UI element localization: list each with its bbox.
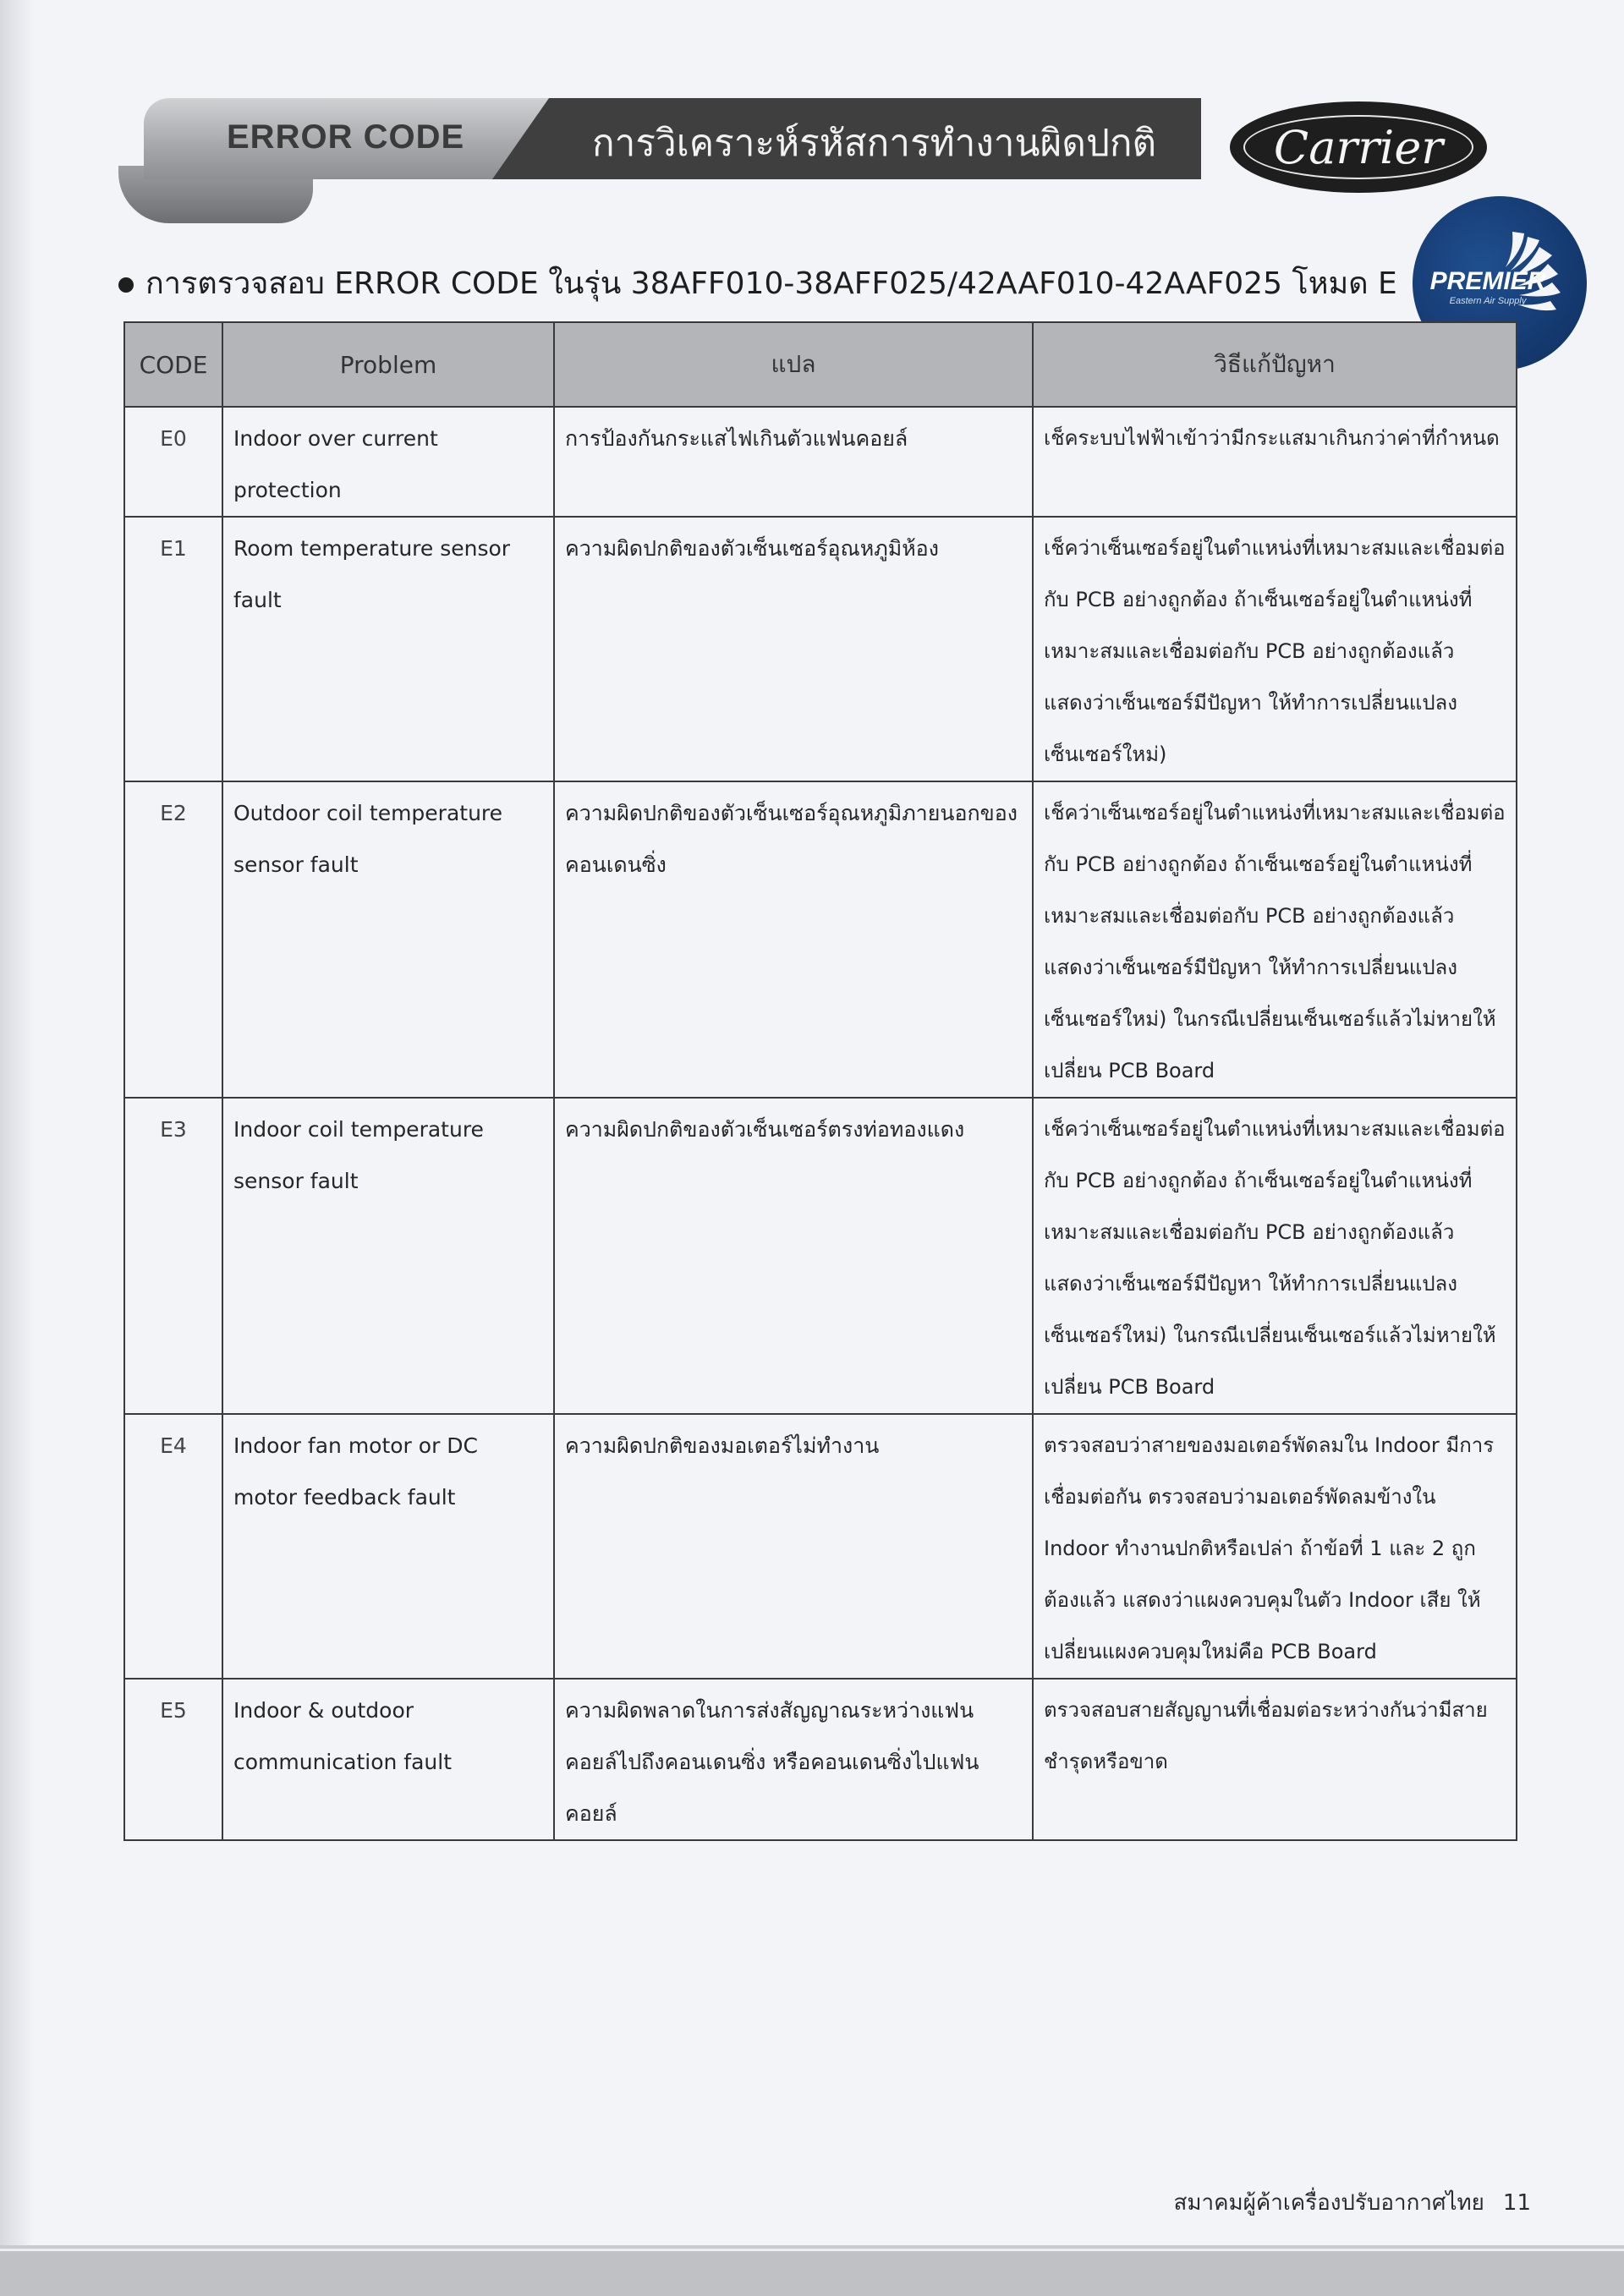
carrier-logo-ring	[1243, 115, 1473, 179]
page-footer	[1100, 2185, 1531, 2219]
column-header-problem: Problem	[222, 322, 554, 407]
banner-title: การวิเคราะห์รหัสการทำงานผิดปกติ	[592, 122, 1157, 165]
bullet-icon	[118, 277, 134, 293]
section-heading	[118, 259, 1397, 310]
table-row	[124, 1679, 1517, 1840]
solution-cell: เช็คว่าเซ็นเซอร์อยู่ในตำแหน่งที่เหมาะสมและเชื่อมต่อกับ PCB อย่างถูกต้อง ถ้าเซ็นเซอร์อยู่ในตำแหน่งที่เหมาะสมและเชื่อมต่อกับ PCB อย่างถูกต้องแล้ว แสดงว่าเซ็นเซอร์มีปัญหา ให้ทำการเปลี่ยนแปลงเซ็นเซอร์ใหม่)	[1033, 517, 1517, 781]
problem-cell: Indoor fan motor or DC motor feedback fault	[222, 1414, 554, 1679]
translation-cell: ความผิดปกติของมอเตอร์ไม่ทำงาน	[554, 1414, 1033, 1679]
solution-cell: ตรวจสอบสายสัญญานที่เชื่อมต่อระหว่างกันว่ามีสายชำรุดหรือขาด	[1033, 1679, 1517, 1840]
table-header-row	[124, 322, 1517, 407]
problem-cell: Indoor coil temperature sensor fault	[222, 1098, 554, 1414]
column-header-solution: วิธีแก้ปัญหา	[1033, 322, 1517, 407]
solution-cell: ตรวจสอบว่าสายของมอเตอร์พัดลมใน Indoor มีการเชื่อมต่อกัน ตรวจสอบว่ามอเตอร์พัดลมข้างใน Indoor ทำงานปกติหรือเปล่า ถ้าข้อที่ 1 และ 2 ถูกต้องแล้ว แสดงว่าแผงควบคุมในตัว Indoor เสีย ให้เปลี่ยนแผงควบคุมใหม่คือ PCB Board	[1033, 1414, 1517, 1679]
premier-logo-name: PREMIER	[1429, 267, 1546, 295]
solution-cell: เช็คว่าเซ็นเซอร์อยู่ในตำแหน่งที่เหมาะสมและเชื่อมต่อกับ PCB อย่างถูกต้อง ถ้าเซ็นเซอร์อยู่ในตำแหน่งที่เหมาะสมและเชื่อมต่อกับ PCB อย่างถูกต้องแล้ว แสดงว่าเซ็นเซอร์มีปัญหา ให้ทำการเปลี่ยนแปลงเซ็นเซอร์ใหม่) ในกรณีเปลี่ยนเซ็นเซอร์แล้วไม่หายให้เปลี่ยน PCB Board	[1033, 1098, 1517, 1414]
translation-cell: ความผิดพลาดในการส่งสัญญาณระหว่างแฟนคอยล์ไปถึงคอนเดนซิ่ง หรือคอนเดนซิ่งไปแฟนคอยล์	[554, 1679, 1033, 1840]
solution-cell: เช็คระบบไฟฟ้าเข้าว่ามีกระแสมาเกินกว่าค่าที่กำหนด	[1033, 407, 1517, 517]
carrier-logo-text: Carrier	[1273, 120, 1444, 174]
table-row	[124, 407, 1517, 517]
error-code-table	[123, 321, 1517, 1841]
table-row	[124, 1414, 1517, 1679]
banner-label: ERROR CODE	[227, 118, 465, 156]
table-row	[124, 1098, 1517, 1414]
solution-cell: เช็คว่าเซ็นเซอร์อยู่ในตำแหน่งที่เหมาะสมและเชื่อมต่อกับ PCB อย่างถูกต้อง ถ้าเซ็นเซอร์อยู่ในตำแหน่งที่เหมาะสมและเชื่อมต่อกับ PCB อย่างถูกต้องแล้ว แสดงว่าเซ็นเซอร์มีปัญหา ให้ทำการเปลี่ยนแปลงเซ็นเซอร์ใหม่) ในกรณีเปลี่ยนเซ็นเซอร์แล้วไม่หายให้เปลี่ยน PCB Board	[1033, 781, 1517, 1098]
premier-logo-tagline: Eastern Air Supply	[1449, 296, 1527, 306]
error-code: E3	[124, 1098, 222, 1414]
page-edge-shadow	[0, 0, 34, 2245]
table-row	[124, 517, 1517, 781]
column-header-translation: แปล	[554, 322, 1033, 407]
error-code: E5	[124, 1679, 222, 1840]
carrier-logo	[1230, 101, 1487, 193]
section-heading-text: การตรวจสอบ ERROR CODE ในรุ่น 38AFF010-38AFF025/42AAF010-42AAF025 โหมด E	[145, 266, 1397, 301]
translation-cell: ความผิดปกติของตัวเซ็นเซอร์ตรงท่อทองแดง	[554, 1098, 1033, 1414]
error-code: E4	[124, 1414, 222, 1679]
error-code: E2	[124, 781, 222, 1098]
column-header-code: CODE	[124, 322, 222, 407]
problem-cell: Indoor over current protection	[222, 407, 554, 517]
translation-cell: ความผิดปกติของตัวเซ็นเซอร์อุณหภูมิห้อง	[554, 517, 1033, 781]
error-code: E0	[124, 407, 222, 517]
translation-cell: ความผิดปกติของตัวเซ็นเซอร์อุณหภูมิภายนอกของคอนเดนซิ่ง	[554, 781, 1033, 1098]
problem-cell: Outdoor coil temperature sensor fault	[222, 781, 554, 1098]
problem-cell: Indoor & outdoor communication fault	[222, 1679, 554, 1840]
scan-background	[0, 2251, 1624, 2296]
problem-cell: Room temperature sensor fault	[222, 517, 554, 781]
table-row	[124, 781, 1517, 1098]
page-number: 11	[1502, 2190, 1531, 2216]
translation-cell: การป้องกันกระแสไฟเกินตัวแฟนคอยล์	[554, 407, 1033, 517]
footer-association: สมาคมผู้ค้าเครื่องปรับอากาศไทย	[1173, 2190, 1484, 2216]
error-code: E1	[124, 517, 222, 781]
